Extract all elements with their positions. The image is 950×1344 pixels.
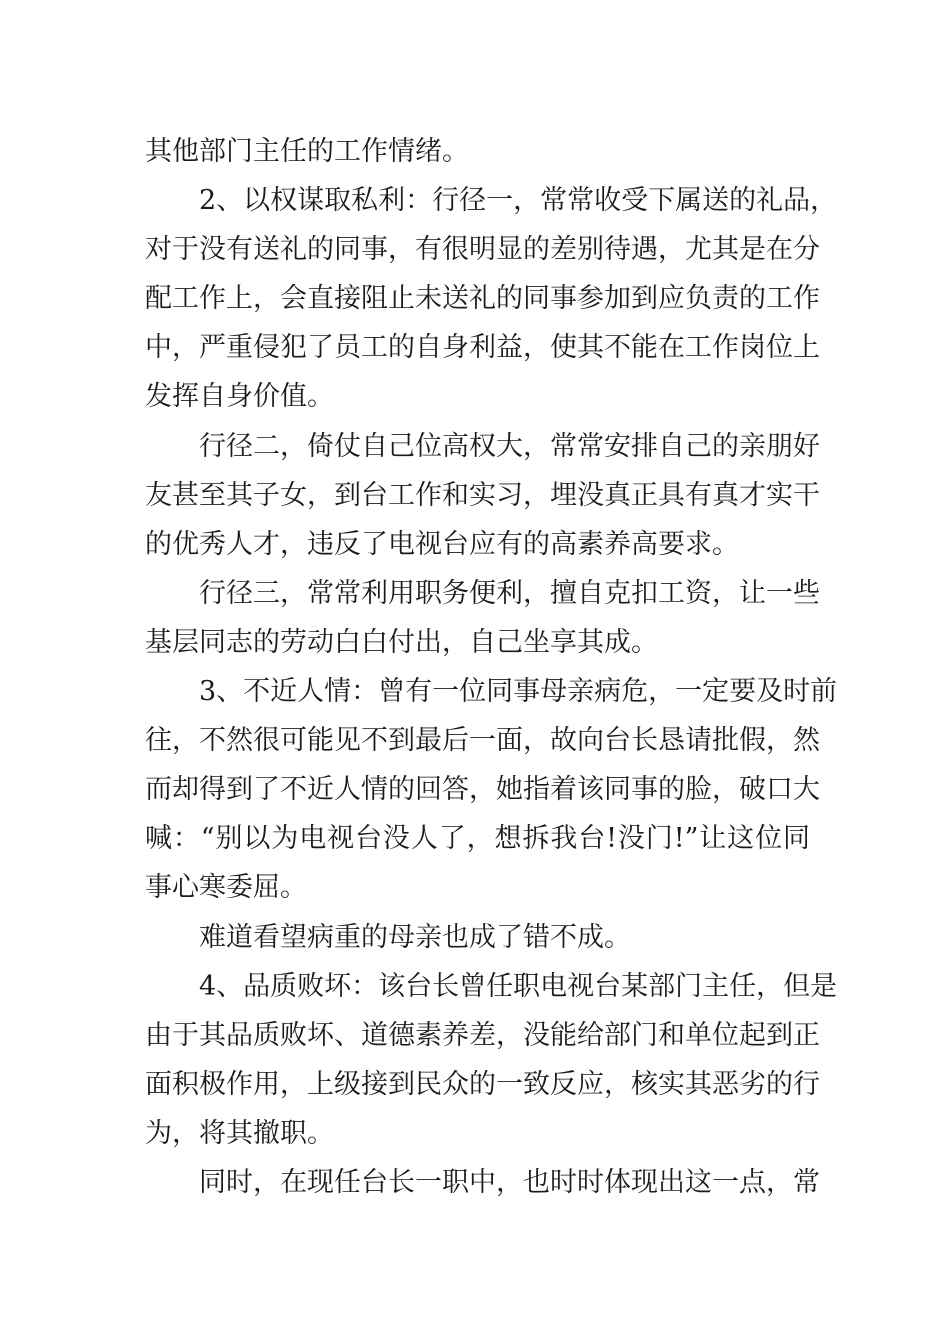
text-line: 难道看望病重的母亲也成了错不成。: [199, 921, 631, 953]
text-line: 2、以权谋取私利：行径一，常常收受下属送的礼品，: [199, 185, 838, 217]
text-line: 由于其品质败坏、道德素养差，没能给部门和单位起到正: [145, 1019, 820, 1051]
text-line: 其他部门主任的工作情绪。: [145, 136, 469, 167]
text-line: 友甚至其子女，到台工作和实习，埋没真正具有真才实干: [145, 479, 820, 511]
text-line: 发挥自身价值。: [145, 381, 334, 413]
text-line: 往，不然很可能见不到最后一面，故向台长恳请批假，然: [145, 725, 820, 757]
text-line: 面积极作用，上级接到民众的一致反应，核实其恶劣的行: [145, 1068, 820, 1100]
document-body: [145, 127, 838, 1207]
text-line: 4、品质败坏：该台长曾任职电视台某部门主任，但是: [199, 970, 838, 1002]
text-line: 同时，在现任台长一职中，也时时体现出这一点，常: [199, 1166, 820, 1198]
text-line: 为，将其撤职。: [145, 1117, 334, 1149]
text-line: 基层同志的劳动白白付出，自己坐享其成。: [145, 626, 658, 658]
text-line: 喊：“别以为电视台没人了，想拆我台!没门!”让这位同: [145, 823, 810, 855]
text-line: 中，严重侵犯了员工的自身利益，使其不能在工作岗位上: [145, 332, 820, 364]
text-line: 3、不近人情：曾有一位同事母亲病危，一定要及时前: [199, 676, 838, 708]
text-line: 对于没有送礼的同事，有很明显的差别待遇，尤其是在分: [145, 234, 820, 266]
text-line: 事心寒委屈。: [145, 872, 307, 904]
text-line: 配工作上，会直接阻止未送礼的同事参加到应负责的工作: [145, 283, 820, 315]
text-line: 的优秀人才，违反了电视台应有的高素养高要求。: [145, 528, 739, 560]
text-line: 行径三，常常利用职务便利，擅自克扣工资，让一些: [199, 577, 820, 609]
text-line: 行径二，倚仗自己位高权大，常常安排自己的亲朋好: [199, 430, 820, 462]
text-line: 而却得到了不近人情的回答，她指着该同事的脸，破口大: [145, 774, 820, 806]
